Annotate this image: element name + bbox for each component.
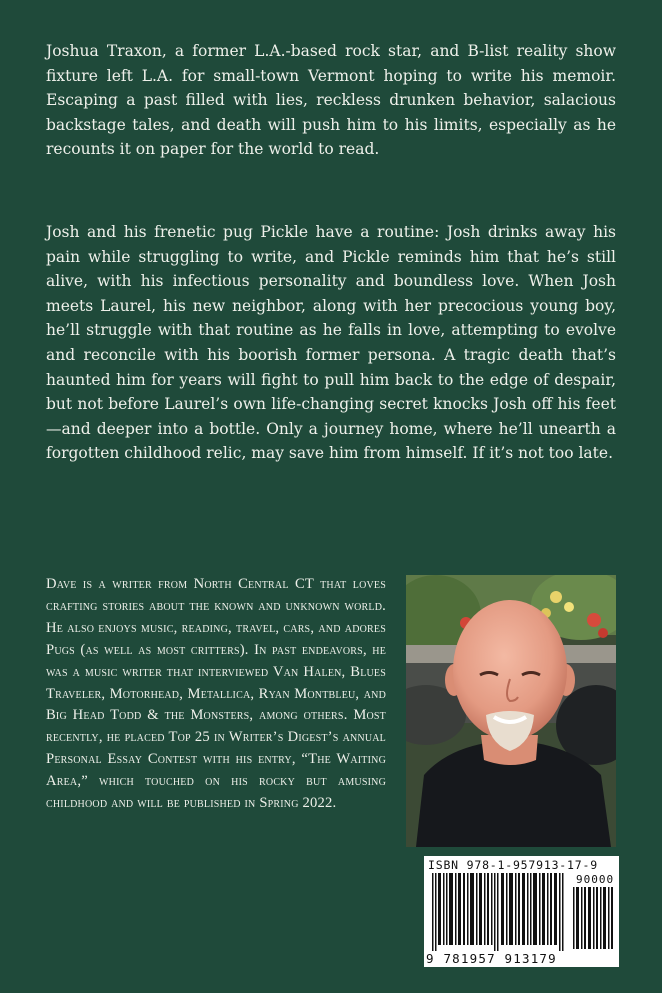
author-bio: Dave is a writer from North Central CT that loves crafting stories about the known and unknown world. He also enjoys music, reading, travel, cars, and adores Pugs (as well as most critters). In past endeavors, he was a music writer that interviewed Van Halen, Blues Traveler, Motorhead, Metallica, Ryan Montbleu, and Big Head Todd & the Monsters, among others. Most recently, he placed Top 25 in Writer’s Digest’s annual Personal Essay Contest with his entry, “The Waiting Area,” which touched on his rocky but amusing childhood and will be published in Spring 2022. xyxy=(46,576,386,812)
ean-bars xyxy=(428,873,568,951)
ean-digits: 9 781957 913179 xyxy=(426,951,557,966)
addon-digits: 90000 xyxy=(576,873,615,886)
author-photo xyxy=(406,575,616,847)
isbn-label: ISBN 978-1-957913-17-9 xyxy=(428,858,598,872)
blurb-paragraph-1: Joshua Traxon, a former L.A.-based rock star, and B-list reality show fixture left L.A. for small-town Vermont hoping to write his memoir. Escaping a past filled with lies, reckless drunken behavior, salacious backstage tales, and death will push him to his limits, especially as he recounts it on paper for the world to read. xyxy=(46,42,616,159)
blurb-paragraph-2: Josh and his frenetic pug Pickle have a routine: Josh drinks away his pain while struggling to write, and Pickle reminds him that he’s still alive, with his infectious personality and boundless love. When Josh meets Laurel, his new neighbor, along with her precocious young boy, he’ll struggle with that routine as he falls in love, attempting to evolve and reconcile with his boorish former persona. A tragic death that’s haunted him for years will fight to pull him back to the edge of despair, but not before Laurel’s own life-changing secret knocks Josh off his feet—and deeper into a bottle. Only a journey home, where he’ll unearth a forgotten childhood relic, may save him from himself. If it’s not too late. xyxy=(46,223,616,463)
addon-bars xyxy=(572,887,616,949)
isbn-barcode xyxy=(424,856,619,967)
